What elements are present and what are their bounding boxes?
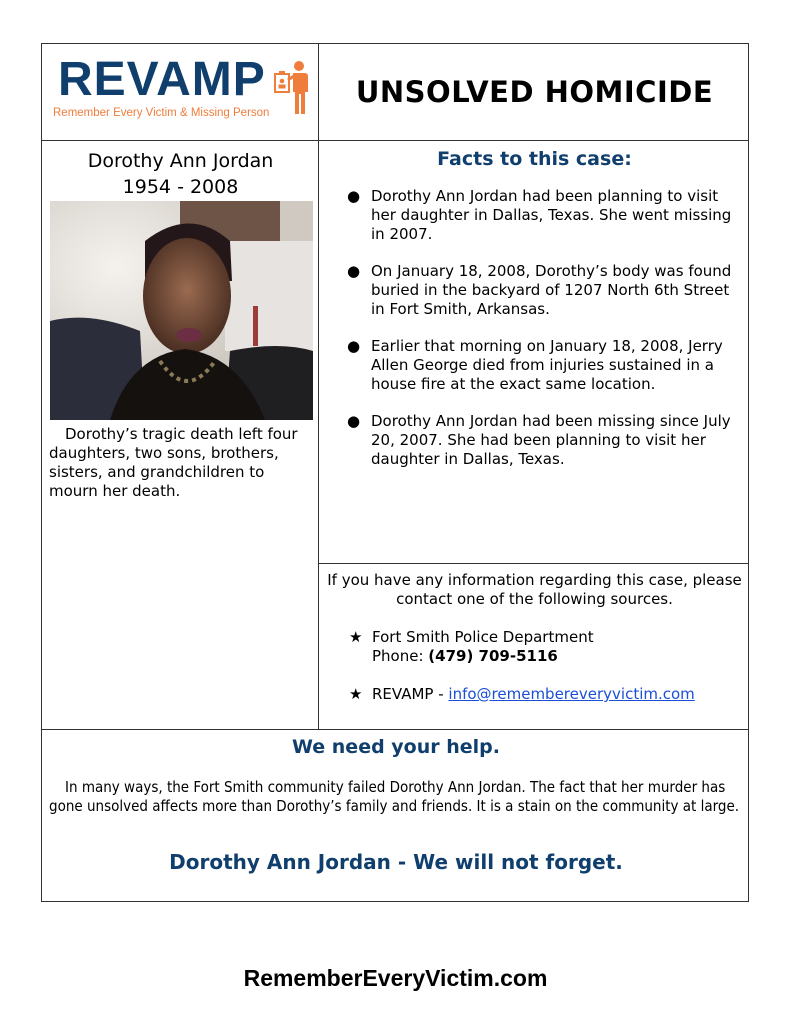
logo-wordmark: REVAMP	[58, 53, 266, 106]
headline: UNSOLVED HOMICIDE	[355, 75, 714, 109]
fact-item: ● Earlier that morning on January 18, 2008, Jerry Allen George died from injuries sustained in a house fire at the exact same location.	[347, 337, 723, 393]
star-icon: ★	[349, 685, 363, 703]
bullet-icon: ●	[347, 337, 361, 355]
contact-revamp	[349, 685, 695, 704]
divider-help	[42, 729, 748, 730]
website-footer: RememberEveryVictim.com	[243, 965, 548, 991]
divider-facts-contact	[319, 563, 749, 564]
facts-title: Facts to this case:	[437, 148, 632, 170]
contact-police	[349, 628, 594, 666]
revamp-label: REVAMP -	[372, 685, 449, 703]
help-body: In many ways, the Fort Smith community failed Dorothy Ann Jordan. The fact that her murder has gone unsolved affects more than Dorothy’s family and friends. It is a stain on the community at large.	[49, 778, 740, 815]
flyer	[41, 43, 749, 902]
fact-item: ● Dorothy Ann Jordan had been missing since July 20, 2007. She had been planning to visit her daughter in Dallas, Texas.	[347, 412, 731, 468]
portrait-photo-icon	[50, 201, 313, 420]
police-phone-line: Phone: (479) 709-5116	[372, 647, 558, 665]
police-name: Fort Smith Police Department	[372, 628, 594, 646]
bullet-icon: ●	[347, 187, 361, 205]
victim-photo	[50, 201, 313, 420]
email-link[interactable]: info@remembereveryvictim.com	[448, 685, 695, 703]
logo-tagline: Remember Every Victim & Missing Person	[53, 107, 270, 119]
fact-item: ● Dorothy Ann Jordan had been planning to visit her daughter in Dallas, Texas. She went missing in 2007.	[347, 187, 732, 243]
help-title: We need your help.	[292, 736, 500, 758]
help-closing: Dorothy Ann Jordan - We will not forget.	[169, 850, 623, 874]
star-icon: ★	[349, 628, 363, 646]
victim-name: Dorothy Ann Jordan	[87, 150, 274, 172]
divider-vertical	[318, 44, 319, 729]
logo	[42, 44, 318, 140]
contact-intro: If you have any information regarding this case, please contact one of the following sources.	[327, 571, 742, 608]
bullet-icon: ●	[347, 262, 361, 280]
fact-item: ● On January 18, 2008, Dorothy’s body was found buried in the backyard of 1207 North 6th Street in Fort Smith, Arkansas.	[347, 262, 732, 318]
divider-header	[42, 140, 748, 141]
victim-bio: Dorothy’s tragic death left four daughters, two sons, brothers, sisters, and grandchildren to mourn her death.	[49, 425, 298, 500]
police-phone: (479) 709-5116	[428, 647, 558, 665]
bullet-icon: ●	[347, 412, 361, 430]
victim-years: 1954 - 2008	[122, 176, 239, 198]
facts-list	[347, 187, 747, 487]
person-holding-id-icon	[273, 60, 311, 116]
